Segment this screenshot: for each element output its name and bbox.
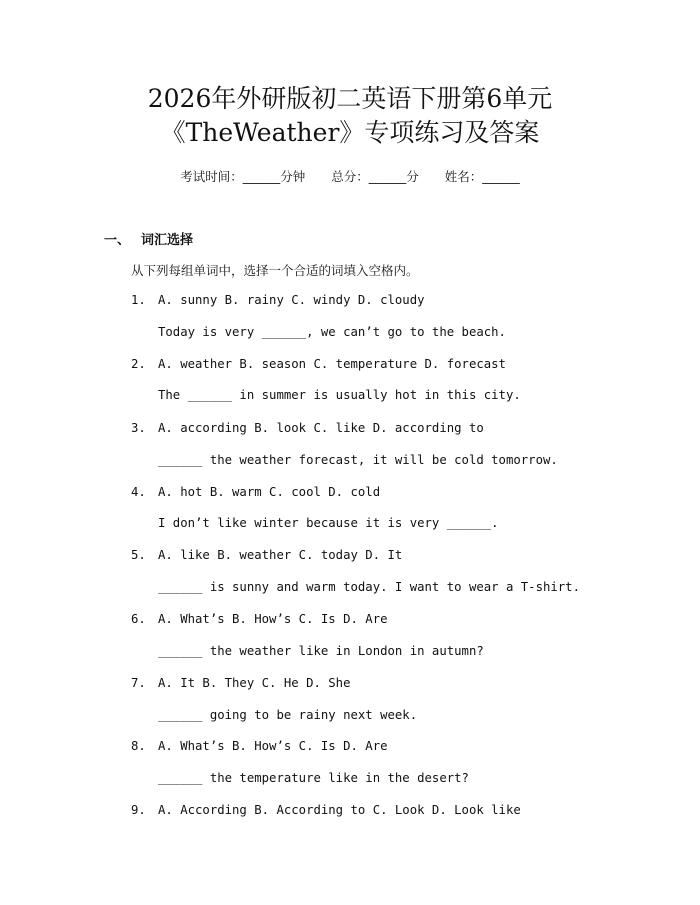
document-title-line2: 《TheWeather》专项练习及答案 <box>160 118 540 147</box>
question-options: A. according B. look C. like D. according to <box>158 421 484 435</box>
question-sentence: ______ the weather like in London in autumn? <box>158 644 484 658</box>
question-sentence: Today is very ______, we can’t go to the beach. <box>158 325 506 339</box>
question-options: A. What’s B. How’s C. Is D. Are <box>158 739 388 753</box>
student-name-field: 姓名：______ <box>444 169 520 184</box>
question-sentence: ______ going to be rainy next week. <box>158 708 418 722</box>
exam-score: 总分：______分 <box>331 169 419 184</box>
question-number: 3. <box>131 421 146 435</box>
question-options: A. sunny B. rainy C. windy D. cloudy <box>158 293 425 307</box>
question-options: A. What’s B. How’s C. Is D. Are <box>158 612 388 626</box>
question-sentence: ______ is sunny and warm today. I want to wear a T-shirt. <box>158 580 580 594</box>
question-options: A. weather B. season C. temperature D. forecast <box>158 357 506 371</box>
question-options: A. According B. According to C. Look D. Look like <box>158 803 521 817</box>
question-number: 6. <box>131 612 146 626</box>
exam-info <box>0 167 700 185</box>
question-number: 7. <box>131 676 146 690</box>
section-number: 一、 <box>104 233 131 248</box>
question-options: A. It B. They C. He D. She <box>158 676 351 690</box>
question-number: 8. <box>131 739 146 753</box>
question-sentence: ______ the temperature like in the desert? <box>158 771 469 785</box>
question-number: 2. <box>131 357 146 371</box>
question-number: 5. <box>131 548 146 562</box>
document-title-line1: 2026年外研版初二英语下册第6单元 <box>147 84 553 113</box>
question-options: A. like B. weather C. today D. It <box>158 548 403 562</box>
exam-time: 考试时间：______分钟 <box>180 169 306 184</box>
question-number: 9. <box>131 803 146 817</box>
question-number: 1. <box>131 293 146 307</box>
question-sentence: The ______ in summer is usually hot in this city. <box>158 388 521 402</box>
question-number: 4. <box>131 485 146 499</box>
section-instruction: 从下列每组单词中，选择一个合适的词填入空格内。 <box>131 263 419 278</box>
question-options: A. hot B. warm C. cool D. cold <box>158 485 381 499</box>
section-heading <box>104 229 193 248</box>
section-title: 词汇选择 <box>141 233 194 248</box>
question-sentence: I don’t like winter because it is very ______. <box>158 516 499 530</box>
question-sentence: ______ the weather forecast, it will be cold tomorrow. <box>158 453 558 467</box>
